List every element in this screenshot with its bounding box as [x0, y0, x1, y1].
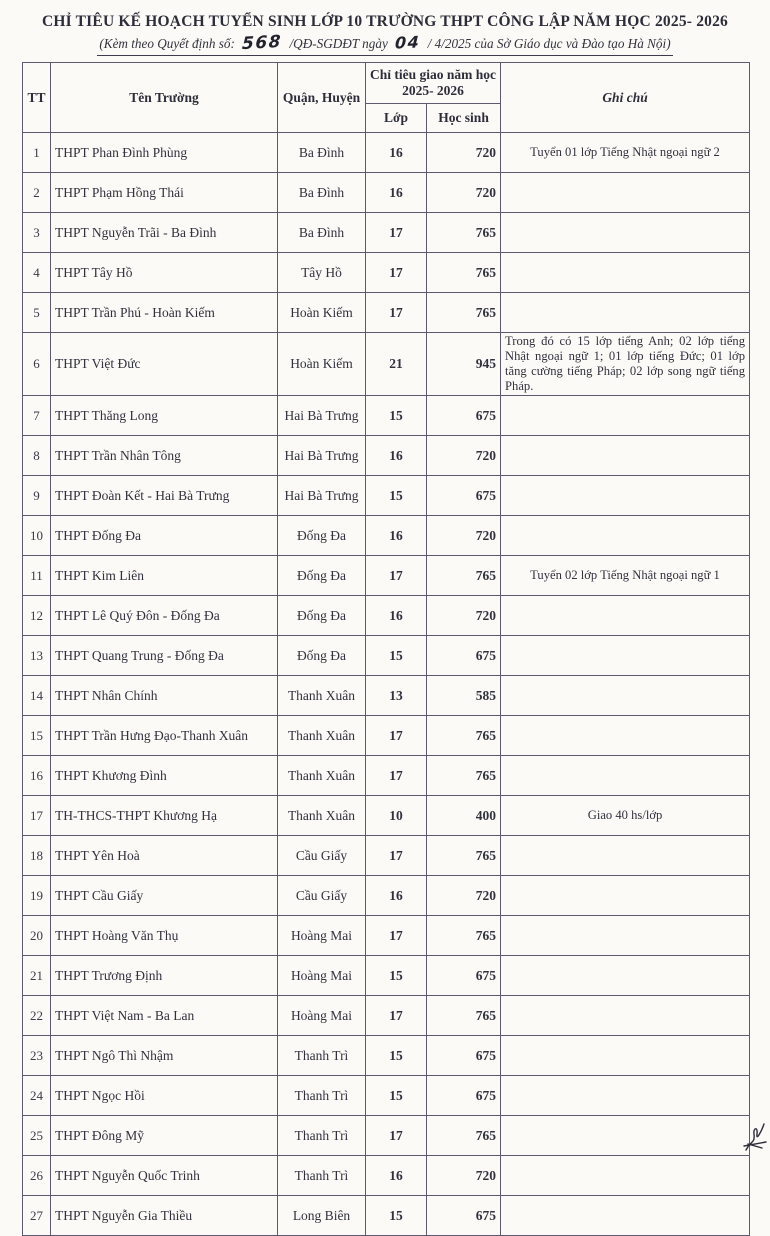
cell-note [501, 1036, 750, 1076]
cell-classes: 10 [366, 796, 427, 836]
cell-district: Hai Bà Trưng [278, 476, 366, 516]
cell-name: THPT Nhân Chính [51, 676, 278, 716]
table-row [23, 1076, 750, 1116]
header-note: Ghi chú [501, 63, 750, 133]
cell-classes: 21 [366, 333, 427, 396]
table-row [23, 1156, 750, 1196]
cell-students: 720 [427, 173, 501, 213]
cell-note: Giao 40 hs/lớp [501, 796, 750, 836]
cell-name: THPT Việt Đức [51, 333, 278, 396]
cell-students: 765 [427, 213, 501, 253]
cell-classes: 17 [366, 756, 427, 796]
cell-name: THPT Đông Mỹ [51, 1116, 278, 1156]
cell-tt: 7 [23, 396, 51, 436]
cell-students: 720 [427, 133, 501, 173]
cell-classes: 15 [366, 396, 427, 436]
subtitle-underlined-text [97, 33, 672, 56]
cell-name: THPT Khương Đình [51, 756, 278, 796]
cell-district: Thanh Trì [278, 1116, 366, 1156]
cell-tt: 1 [23, 133, 51, 173]
cell-tt: 20 [23, 916, 51, 956]
cell-note [501, 476, 750, 516]
cell-classes: 15 [366, 476, 427, 516]
cell-tt: 19 [23, 876, 51, 916]
table-row [23, 133, 750, 173]
cell-students: 675 [427, 396, 501, 436]
table-row [23, 1196, 750, 1236]
cell-classes: 15 [366, 1036, 427, 1076]
cell-students: 720 [427, 516, 501, 556]
cell-name: THPT Trương Định [51, 956, 278, 996]
cell-tt: 9 [23, 476, 51, 516]
cell-district: Đống Đa [278, 636, 366, 676]
cell-tt: 22 [23, 996, 51, 1036]
cell-note [501, 173, 750, 213]
cell-classes: 17 [366, 253, 427, 293]
cell-tt: 15 [23, 716, 51, 756]
cell-name: THPT Quang Trung - Đống Đa [51, 636, 278, 676]
cell-district: Thanh Xuân [278, 716, 366, 756]
cell-students: 765 [427, 996, 501, 1036]
header-students: Học sinh [427, 104, 501, 133]
cell-district: Đống Đa [278, 516, 366, 556]
cell-note [501, 756, 750, 796]
subtitle-prefix: (Kèm theo Quyết định số: [99, 36, 235, 51]
cell-note [501, 1116, 750, 1156]
cell-district: Thanh Trì [278, 1156, 366, 1196]
cell-note [501, 716, 750, 756]
cell-note [501, 213, 750, 253]
table-row [23, 253, 750, 293]
cell-name: THPT Ngô Thì Nhậm [51, 1036, 278, 1076]
subtitle-middle: /QĐ-SGDĐT ngày [289, 36, 388, 51]
table-row [23, 1036, 750, 1076]
table-row [23, 436, 750, 476]
cell-classes: 16 [366, 436, 427, 476]
header-tt: TT [23, 63, 51, 133]
cell-classes: 13 [366, 676, 427, 716]
cell-students: 675 [427, 956, 501, 996]
cell-district: Tây Hồ [278, 253, 366, 293]
handwritten-decision-number: 568 [241, 31, 283, 55]
cell-tt: 12 [23, 596, 51, 636]
cell-classes: 16 [366, 133, 427, 173]
cell-district: Long Biên [278, 1196, 366, 1236]
table-row [23, 516, 750, 556]
cell-note [501, 676, 750, 716]
cell-note [501, 996, 750, 1036]
table-row [23, 996, 750, 1036]
cell-name: THPT Trần Hưng Đạo-Thanh Xuân [51, 716, 278, 756]
table-row [23, 636, 750, 676]
cell-district: Hai Bà Trưng [278, 396, 366, 436]
cell-tt: 16 [23, 756, 51, 796]
cell-tt: 8 [23, 436, 51, 476]
cell-students: 765 [427, 836, 501, 876]
cell-note [501, 916, 750, 956]
cell-tt: 13 [23, 636, 51, 676]
cell-note [501, 1156, 750, 1196]
cell-students: 675 [427, 636, 501, 676]
table-row [23, 956, 750, 996]
cell-classes: 15 [366, 956, 427, 996]
cell-name: THPT Trần Nhân Tông [51, 436, 278, 476]
cell-classes: 17 [366, 716, 427, 756]
handwritten-mark [742, 1120, 768, 1154]
cell-students: 765 [427, 1116, 501, 1156]
cell-classes: 16 [366, 173, 427, 213]
cell-tt: 25 [23, 1116, 51, 1156]
header-district: Quận, Huyện [278, 63, 366, 133]
cell-tt: 27 [23, 1196, 51, 1236]
header-classes: Lớp [366, 104, 427, 133]
cell-note [501, 396, 750, 436]
cell-students: 765 [427, 916, 501, 956]
table-row [23, 916, 750, 956]
cell-district: Đống Đa [278, 596, 366, 636]
cell-district: Cầu Giấy [278, 876, 366, 916]
table-header [23, 63, 750, 133]
cell-name: THPT Việt Nam - Ba Lan [51, 996, 278, 1036]
cell-name: THPT Phan Đình Phùng [51, 133, 278, 173]
cell-tt: 23 [23, 1036, 51, 1076]
cell-classes: 15 [366, 1196, 427, 1236]
table-row [23, 1116, 750, 1156]
cell-students: 720 [427, 436, 501, 476]
table-row [23, 396, 750, 436]
cell-name: TH-THCS-THPT Khương Hạ [51, 796, 278, 836]
cell-students: 675 [427, 1076, 501, 1116]
cell-district: Thanh Trì [278, 1036, 366, 1076]
cell-classes: 17 [366, 996, 427, 1036]
cell-note [501, 1196, 750, 1236]
cell-note [501, 876, 750, 916]
cell-name: THPT Phạm Hồng Thái [51, 173, 278, 213]
handwritten-day: 04 [394, 32, 421, 53]
cell-classes: 17 [366, 836, 427, 876]
cell-classes: 15 [366, 636, 427, 676]
cell-classes: 16 [366, 596, 427, 636]
cell-note [501, 956, 750, 996]
cell-name: THPT Trần Phú - Hoàn Kiếm [51, 293, 278, 333]
cell-classes: 16 [366, 876, 427, 916]
cell-name: THPT Ngọc Hồi [51, 1076, 278, 1116]
cell-name: THPT Nguyễn Quốc Trinh [51, 1156, 278, 1196]
cell-tt: 26 [23, 1156, 51, 1196]
cell-students: 765 [427, 293, 501, 333]
cell-students: 765 [427, 253, 501, 293]
cell-name: THPT Thăng Long [51, 396, 278, 436]
cell-district: Đống Đa [278, 556, 366, 596]
cell-tt: 3 [23, 213, 51, 253]
cell-classes: 17 [366, 213, 427, 253]
page-title: CHỈ TIÊU KẾ HOẠCH TUYỂN SINH LỚP 10 TRƯỜNG THPT CÔNG LẬP NĂM HỌC 2025- 2026 [41, 13, 729, 30]
header-school: Tên Trường [51, 63, 278, 133]
cell-district: Ba Đình [278, 173, 366, 213]
table-row [23, 556, 750, 596]
table-row [23, 716, 750, 756]
cell-classes: 16 [366, 1156, 427, 1196]
cell-note [501, 636, 750, 676]
cell-district: Hai Bà Trưng [278, 436, 366, 476]
cell-classes: 17 [366, 556, 427, 596]
cell-district: Hoàng Mai [278, 916, 366, 956]
table-row [23, 876, 750, 916]
cell-students: 765 [427, 716, 501, 756]
cell-note [501, 436, 750, 476]
table-row [23, 596, 750, 636]
cell-district: Cầu Giấy [278, 836, 366, 876]
cell-tt: 14 [23, 676, 51, 716]
table-row [23, 333, 750, 396]
cell-classes: 16 [366, 516, 427, 556]
cell-students: 675 [427, 476, 501, 516]
cell-name: THPT Đống Đa [51, 516, 278, 556]
cell-district: Thanh Xuân [278, 676, 366, 716]
cell-name: THPT Đoàn Kết - Hai Bà Trưng [51, 476, 278, 516]
subtitle-suffix: / 4/2025 của Sở Giáo dục và Đào tạo Hà Nội) [427, 36, 671, 51]
cell-students: 720 [427, 876, 501, 916]
cell-district: Ba Đình [278, 133, 366, 173]
cell-tt: 21 [23, 956, 51, 996]
table-row [23, 476, 750, 516]
table-row [23, 173, 750, 213]
cell-note [501, 836, 750, 876]
cell-students: 945 [427, 333, 501, 396]
cell-name: THPT Nguyễn Gia Thiều [51, 1196, 278, 1236]
cell-district: Hoàng Mai [278, 996, 366, 1036]
subtitle-line [0, 33, 770, 56]
school-table-body [23, 133, 750, 1236]
cell-tt: 6 [23, 333, 51, 396]
table-row [23, 796, 750, 836]
table-row [23, 213, 750, 253]
header-quota-group: Chỉ tiêu giao năm học 2025- 2026 [366, 63, 501, 104]
cell-note [501, 253, 750, 293]
cell-district: Ba Đình [278, 213, 366, 253]
cell-tt: 18 [23, 836, 51, 876]
cell-students: 720 [427, 1156, 501, 1196]
enrollment-quota-table [22, 62, 750, 1236]
cell-name: THPT Tây Hồ [51, 253, 278, 293]
cell-tt: 17 [23, 796, 51, 836]
cell-district: Hoàn Kiếm [278, 293, 366, 333]
cell-name: THPT Hoàng Văn Thụ [51, 916, 278, 956]
cell-students: 400 [427, 796, 501, 836]
table-row [23, 676, 750, 716]
table-row [23, 836, 750, 876]
cell-students: 765 [427, 556, 501, 596]
cell-students: 720 [427, 596, 501, 636]
cell-tt: 10 [23, 516, 51, 556]
cell-note [501, 1076, 750, 1116]
cell-note: Tuyển 01 lớp Tiếng Nhật ngoại ngữ 2 [501, 133, 750, 173]
cell-tt: 11 [23, 556, 51, 596]
cell-district: Thanh Xuân [278, 756, 366, 796]
cell-classes: 17 [366, 1116, 427, 1156]
cell-students: 765 [427, 756, 501, 796]
cell-name: THPT Nguyễn Trãi - Ba Đình [51, 213, 278, 253]
cell-classes: 15 [366, 1076, 427, 1116]
cell-district: Hoàn Kiếm [278, 333, 366, 396]
cell-name: THPT Lê Quý Đôn - Đống Đa [51, 596, 278, 636]
cell-note: Tuyển 02 lớp Tiếng Nhật ngoại ngữ 1 [501, 556, 750, 596]
cell-district: Hoàng Mai [278, 956, 366, 996]
cell-classes: 17 [366, 916, 427, 956]
cell-tt: 2 [23, 173, 51, 213]
cell-tt: 24 [23, 1076, 51, 1116]
cell-students: 585 [427, 676, 501, 716]
cell-note [501, 596, 750, 636]
cell-tt: 5 [23, 293, 51, 333]
cell-students: 675 [427, 1036, 501, 1076]
cell-name: THPT Yên Hoà [51, 836, 278, 876]
table-row [23, 293, 750, 333]
cell-tt: 4 [23, 253, 51, 293]
cell-district: Thanh Trì [278, 1076, 366, 1116]
table-row [23, 756, 750, 796]
cell-note: Trong đó có 15 lớp tiếng Anh; 02 lớp tiếng Nhật ngoại ngữ 1; 01 lớp tiếng Đức; 01 lớp tăng cường tiếng Pháp; 02 lớp song ngữ tiếng Pháp. [501, 333, 750, 396]
cell-students: 675 [427, 1196, 501, 1236]
cell-name: THPT Cầu Giấy [51, 876, 278, 916]
cell-note [501, 293, 750, 333]
cell-classes: 17 [366, 293, 427, 333]
cell-note [501, 516, 750, 556]
cell-name: THPT Kim Liên [51, 556, 278, 596]
cell-district: Thanh Xuân [278, 796, 366, 836]
